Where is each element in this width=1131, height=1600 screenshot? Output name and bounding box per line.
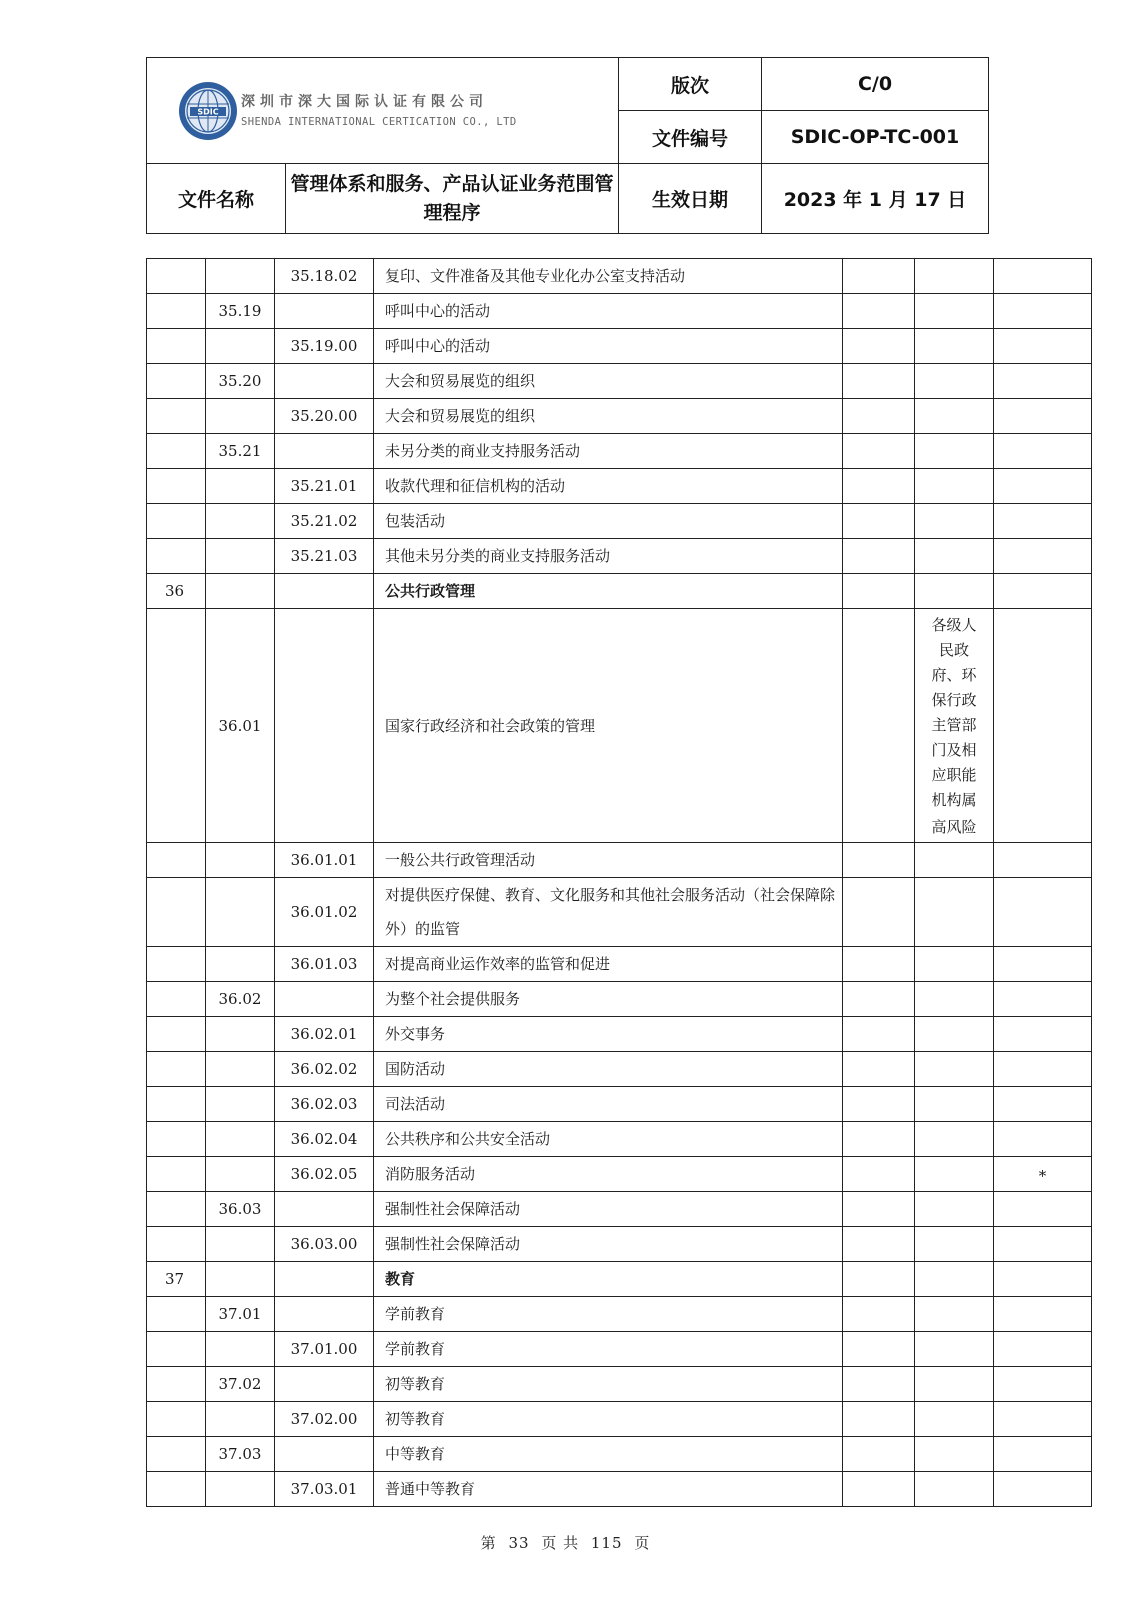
- company-logo-block: [147, 58, 619, 164]
- code-level-3: 37.01.00: [275, 1332, 374, 1367]
- code-level-1: [147, 539, 206, 574]
- activity-description: 学前教育: [374, 1297, 843, 1332]
- code-level-1: [147, 1052, 206, 1087]
- version-value: C/0: [762, 58, 989, 111]
- code-level-1: [147, 878, 206, 947]
- code-level-2: 37.02: [206, 1367, 275, 1402]
- page-current: 33: [508, 1534, 530, 1552]
- page-total: 115: [590, 1534, 623, 1552]
- empty-cell: [843, 294, 915, 329]
- risk-note: [915, 1122, 994, 1157]
- risk-note: [915, 259, 994, 294]
- table-row: [147, 539, 1092, 574]
- code-level-3: 35.18.02: [275, 259, 374, 294]
- special-mark: [994, 1122, 1092, 1157]
- activity-description: 司法活动: [374, 1087, 843, 1122]
- empty-cell: [843, 878, 915, 947]
- code-level-3: [275, 609, 374, 843]
- code-level-1: [147, 294, 206, 329]
- code-level-1: [147, 982, 206, 1017]
- activity-description: 初等教育: [374, 1402, 843, 1437]
- code-level-1: [147, 947, 206, 982]
- risk-note: [915, 539, 994, 574]
- activity-description: 中等教育: [374, 1437, 843, 1472]
- doc-name-value: 管理体系和服务、产品认证业务范围管理程序: [286, 164, 619, 234]
- code-level-3: [275, 434, 374, 469]
- empty-cell: [843, 1437, 915, 1472]
- activity-description: 国防活动: [374, 1052, 843, 1087]
- code-level-3: [275, 1262, 374, 1297]
- activity-description: 大会和贸易展览的组织: [374, 364, 843, 399]
- risk-note: [915, 1052, 994, 1087]
- code-level-1: [147, 1402, 206, 1437]
- code-level-2: [206, 539, 275, 574]
- empty-cell: [843, 1262, 915, 1297]
- code-level-1: [147, 609, 206, 843]
- risk-note: [915, 1192, 994, 1227]
- empty-cell: [843, 1472, 915, 1507]
- activity-description: 呼叫中心的活动: [374, 294, 843, 329]
- empty-cell: [843, 1017, 915, 1052]
- table-row: [147, 364, 1092, 399]
- code-level-2: [206, 259, 275, 294]
- table-row: [147, 1017, 1092, 1052]
- special-mark: [994, 574, 1092, 609]
- table-row: [147, 982, 1092, 1017]
- page-prefix: 第: [480, 1534, 497, 1552]
- activity-description: 对提供医疗保健、教育、文化服务和其他社会服务活动（社会保障除外）的监管: [374, 878, 843, 947]
- code-level-3: 35.21.02: [275, 504, 374, 539]
- empty-cell: [843, 1367, 915, 1402]
- risk-note: [915, 294, 994, 329]
- table-row: [147, 329, 1092, 364]
- code-level-3: 36.03.00: [275, 1227, 374, 1262]
- special-mark: [994, 1437, 1092, 1472]
- special-mark: [994, 504, 1092, 539]
- table-row: [147, 878, 1092, 947]
- code-level-2: [206, 1402, 275, 1437]
- risk-note: [915, 1367, 994, 1402]
- code-level-1: [147, 1297, 206, 1332]
- code-level-3: 36.02.02: [275, 1052, 374, 1087]
- table-row: [147, 1192, 1092, 1227]
- code-level-2: 36.03: [206, 1192, 275, 1227]
- activity-description: 未另分类的商业支持服务活动: [374, 434, 843, 469]
- code-level-2: 36.01: [206, 609, 275, 843]
- risk-note: [915, 1472, 994, 1507]
- activity-description: 国家行政经济和社会政策的管理: [374, 609, 843, 843]
- empty-cell: [843, 1052, 915, 1087]
- empty-cell: [843, 329, 915, 364]
- risk-note: [915, 1262, 994, 1297]
- special-mark: [994, 1192, 1092, 1227]
- table-row: [147, 294, 1092, 329]
- code-level-1: [147, 1122, 206, 1157]
- empty-cell: [843, 1122, 915, 1157]
- code-level-2: [206, 1017, 275, 1052]
- empty-cell: [843, 399, 915, 434]
- code-level-3: 36.01.01: [275, 843, 374, 878]
- empty-cell: [843, 1332, 915, 1367]
- table-row: [147, 1437, 1092, 1472]
- special-mark: [994, 294, 1092, 329]
- code-level-3: [275, 1437, 374, 1472]
- code-level-3: 36.02.04: [275, 1122, 374, 1157]
- table-row: [147, 434, 1092, 469]
- empty-cell: [843, 539, 915, 574]
- table-row: [147, 1087, 1092, 1122]
- code-level-2: [206, 1262, 275, 1297]
- activity-description: 一般公共行政管理活动: [374, 843, 843, 878]
- doc-no-label: 文件编号: [619, 111, 762, 164]
- code-level-3: [275, 574, 374, 609]
- activity-description: 收款代理和征信机构的活动: [374, 469, 843, 504]
- special-mark: [994, 1332, 1092, 1367]
- code-level-1: [147, 259, 206, 294]
- code-level-2: 35.21: [206, 434, 275, 469]
- special-mark: [994, 469, 1092, 504]
- table-row: [147, 609, 1092, 843]
- page-footer: [0, 1532, 1131, 1553]
- activity-description: 外交事务: [374, 1017, 843, 1052]
- special-mark: [994, 434, 1092, 469]
- empty-cell: [843, 1297, 915, 1332]
- code-level-3: [275, 364, 374, 399]
- code-level-1: [147, 504, 206, 539]
- code-level-3: 35.21.03: [275, 539, 374, 574]
- code-level-1: [147, 1332, 206, 1367]
- special-mark: *: [994, 1157, 1092, 1192]
- code-level-3: 35.21.01: [275, 469, 374, 504]
- page-suffix: 页: [634, 1534, 651, 1552]
- risk-note: [915, 399, 994, 434]
- table-row: [147, 259, 1092, 294]
- risk-note: [915, 1437, 994, 1472]
- company-name-cn: 深圳市深大国际认证有限公司: [241, 93, 488, 110]
- company-name-en: SHENDA INTERNATIONAL CERTICATION CO., LTD: [241, 115, 517, 128]
- risk-note: [915, 469, 994, 504]
- special-mark: [994, 1227, 1092, 1262]
- page-mid: 页 共: [541, 1534, 580, 1552]
- code-level-2: 37.03: [206, 1437, 275, 1472]
- doc-no-value: SDIC-OP-TC-001: [762, 111, 989, 164]
- special-mark: [994, 539, 1092, 574]
- special-mark: [994, 982, 1092, 1017]
- empty-cell: [843, 982, 915, 1017]
- code-level-2: [206, 1157, 275, 1192]
- activity-description: 消防服务活动: [374, 1157, 843, 1192]
- activity-description: 公共行政管理: [374, 574, 843, 609]
- doc-name-label: 文件名称: [147, 164, 286, 234]
- empty-cell: [843, 609, 915, 843]
- empty-cell: [843, 574, 915, 609]
- code-level-2: [206, 574, 275, 609]
- special-mark: [994, 609, 1092, 843]
- risk-note: [915, 878, 994, 947]
- special-mark: [994, 1262, 1092, 1297]
- code-level-1: 37: [147, 1262, 206, 1297]
- activity-description: 对提高商业运作效率的监管和促进: [374, 947, 843, 982]
- empty-cell: [843, 1192, 915, 1227]
- special-mark: [994, 878, 1092, 947]
- code-level-2: [206, 1122, 275, 1157]
- table-row: [147, 1227, 1092, 1262]
- risk-note: [915, 843, 994, 878]
- empty-cell: [843, 504, 915, 539]
- table-row: [147, 1402, 1092, 1437]
- code-level-1: [147, 843, 206, 878]
- special-mark: [994, 947, 1092, 982]
- empty-cell: [843, 364, 915, 399]
- code-level-3: [275, 1297, 374, 1332]
- code-level-2: [206, 1472, 275, 1507]
- table-row: [147, 1262, 1092, 1297]
- empty-cell: [843, 1227, 915, 1262]
- activity-description: 大会和贸易展览的组织: [374, 399, 843, 434]
- special-mark: [994, 1367, 1092, 1402]
- code-level-2: 35.20: [206, 364, 275, 399]
- code-level-2: [206, 1087, 275, 1122]
- empty-cell: [843, 1157, 915, 1192]
- empty-cell: [843, 1087, 915, 1122]
- code-level-1: 36: [147, 574, 206, 609]
- special-mark: [994, 1297, 1092, 1332]
- code-level-2: [206, 947, 275, 982]
- activity-description: 初等教育: [374, 1367, 843, 1402]
- code-level-3: [275, 982, 374, 1017]
- activity-description: 学前教育: [374, 1332, 843, 1367]
- activity-description: 强制性社会保障活动: [374, 1227, 843, 1262]
- code-level-3: 37.02.00: [275, 1402, 374, 1437]
- table-row: [147, 1157, 1092, 1192]
- code-level-1: [147, 364, 206, 399]
- code-level-3: [275, 1192, 374, 1227]
- code-level-1: [147, 1437, 206, 1472]
- special-mark: [994, 1402, 1092, 1437]
- code-level-2: [206, 1052, 275, 1087]
- activity-description: 强制性社会保障活动: [374, 1192, 843, 1227]
- activity-description: 包装活动: [374, 504, 843, 539]
- table-row: [147, 574, 1092, 609]
- special-mark: [994, 364, 1092, 399]
- code-level-2: [206, 878, 275, 947]
- risk-note: [915, 1157, 994, 1192]
- empty-cell: [843, 434, 915, 469]
- code-level-3: 36.02.05: [275, 1157, 374, 1192]
- document-header: [146, 57, 989, 234]
- empty-cell: [843, 843, 915, 878]
- table-row: [147, 1332, 1092, 1367]
- activity-description: 教育: [374, 1262, 843, 1297]
- special-mark: [994, 1472, 1092, 1507]
- special-mark: [994, 329, 1092, 364]
- risk-level: 高风险: [931, 818, 977, 836]
- table-row: [147, 1122, 1092, 1157]
- empty-cell: [843, 469, 915, 504]
- code-level-3: [275, 294, 374, 329]
- risk-note: [915, 364, 994, 399]
- table-row: [147, 399, 1092, 434]
- code-level-2: 36.02: [206, 982, 275, 1017]
- activity-description: 公共秩序和公共安全活动: [374, 1122, 843, 1157]
- risk-note: [915, 1402, 994, 1437]
- code-level-2: [206, 1227, 275, 1262]
- activity-description: 复印、文件准备及其他专业化办公室支持活动: [374, 259, 843, 294]
- risk-note: [915, 1017, 994, 1052]
- activity-description: 呼叫中心的活动: [374, 329, 843, 364]
- special-mark: [994, 1017, 1092, 1052]
- activity-description: 普通中等教育: [374, 1472, 843, 1507]
- code-level-1: [147, 1472, 206, 1507]
- activity-description: 其他未另分类的商业支持服务活动: [374, 539, 843, 574]
- code-level-1: [147, 434, 206, 469]
- table-row: [147, 1367, 1092, 1402]
- empty-cell: [843, 947, 915, 982]
- risk-note-text: 各级人民政府、环保行政主管部门及相应职能机构属: [931, 616, 977, 809]
- activity-description: 为整个社会提供服务: [374, 982, 843, 1017]
- logo-text: SDIC: [197, 106, 219, 116]
- version-label: 版次: [619, 58, 762, 111]
- table-row: [147, 947, 1092, 982]
- risk-note: [915, 1297, 994, 1332]
- code-level-2: 35.19: [206, 294, 275, 329]
- code-level-1: [147, 1227, 206, 1262]
- risk-note: [915, 1227, 994, 1262]
- code-level-1: [147, 1192, 206, 1227]
- code-level-2: [206, 469, 275, 504]
- special-mark: [994, 259, 1092, 294]
- risk-note: [915, 982, 994, 1017]
- risk-note: [915, 609, 994, 843]
- special-mark: [994, 843, 1092, 878]
- code-level-1: [147, 329, 206, 364]
- table-row: [147, 843, 1092, 878]
- code-level-1: [147, 1017, 206, 1052]
- effective-date-value: 2023 年 1 月 17 日: [762, 164, 989, 234]
- code-level-2: [206, 329, 275, 364]
- code-level-2: 37.01: [206, 1297, 275, 1332]
- code-level-2: [206, 399, 275, 434]
- empty-cell: [843, 1402, 915, 1437]
- risk-note: [915, 329, 994, 364]
- code-level-3: 36.02.03: [275, 1087, 374, 1122]
- scope-code-table: [146, 258, 1092, 1507]
- code-level-1: [147, 1367, 206, 1402]
- code-level-1: [147, 1157, 206, 1192]
- code-level-3: 36.01.02: [275, 878, 374, 947]
- special-mark: [994, 399, 1092, 434]
- table-row: [147, 1052, 1092, 1087]
- globe-logo-icon: [177, 80, 239, 142]
- special-mark: [994, 1052, 1092, 1087]
- risk-note: [915, 947, 994, 982]
- table-row: [147, 504, 1092, 539]
- code-level-3: 35.19.00: [275, 329, 374, 364]
- table-row: [147, 1472, 1092, 1507]
- risk-note: [915, 504, 994, 539]
- code-level-3: 36.01.03: [275, 947, 374, 982]
- code-level-2: [206, 843, 275, 878]
- table-row: [147, 1297, 1092, 1332]
- special-mark: [994, 1087, 1092, 1122]
- empty-cell: [843, 259, 915, 294]
- code-level-1: [147, 399, 206, 434]
- risk-note: [915, 1332, 994, 1367]
- risk-note: [915, 434, 994, 469]
- code-level-3: 35.20.00: [275, 399, 374, 434]
- risk-note: [915, 574, 994, 609]
- effective-date-label: 生效日期: [619, 164, 762, 234]
- code-level-3: 36.02.01: [275, 1017, 374, 1052]
- code-level-1: [147, 1087, 206, 1122]
- risk-note: [915, 1087, 994, 1122]
- code-level-1: [147, 469, 206, 504]
- code-level-3: 37.03.01: [275, 1472, 374, 1507]
- code-level-3: [275, 1367, 374, 1402]
- code-level-2: [206, 1332, 275, 1367]
- code-level-2: [206, 504, 275, 539]
- table-row: [147, 469, 1092, 504]
